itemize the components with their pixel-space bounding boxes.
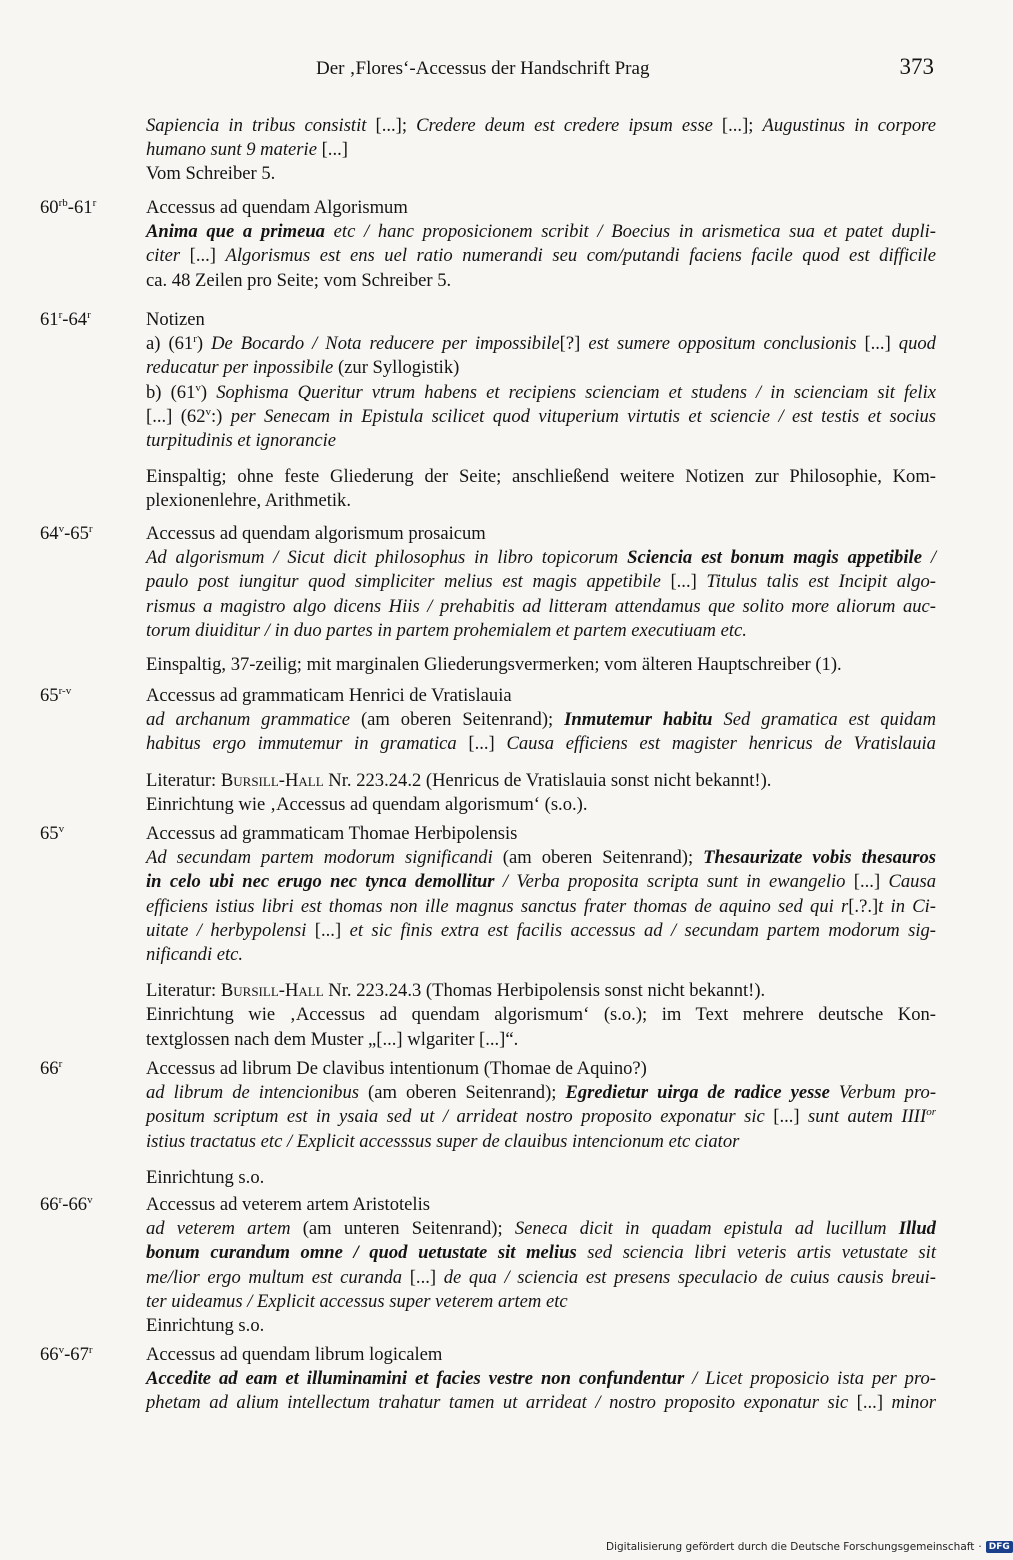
text-line: citer [...] Algorismus est ens uel ratio numerandi seu com/putandi faciens facile quod est difficile — [146, 245, 936, 267]
entry-thomae-herbipolensis — [0, 822, 1000, 1055]
text-line: Literatur: Bursill-Hall Nr. 223.24.2 (Henricus de Vratislauia sonst nicht bekannt!). — [146, 769, 772, 791]
entry-title: Accessus ad librum De clavibus intentionum (Thomae de Aquino?) — [146, 1058, 647, 1079]
text-line: in celo ubi nec erugo nec tynca demollitur / Verba proposita scripta sunt in ewangelio [...] Causa — [146, 871, 936, 893]
text-line: Sapiencia in tribus consistit [...]; Credere deum est credere ipsum esse [...]; Augustinus in corpore — [146, 115, 936, 136]
text-line: nificandi etc. — [146, 944, 244, 966]
text-line: Accedite ad eam et illuminamini et facies vestre non confundentur / Licet proposicio ista per pro- — [146, 1368, 936, 1390]
folio-reference: 64$^v$-65$^r$ — [40, 522, 93, 544]
entry-algorismum-prosaicum — [0, 522, 1000, 682]
folio-reference: 66$^r$ — [40, 1057, 63, 1079]
text-line: efficiens istius libri est thomas non ille magnus sanctus frater thomas de aquino sed qui r[.?.]t in Ci- — [146, 895, 936, 917]
text-line: Einrichtung wie ‚Accessus ad quendam algorismum‘ (s.o.); im Text mehrere deutsche Kon- — [146, 1004, 936, 1026]
page-number: 373 — [899, 54, 934, 79]
catalogue-content — [0, 114, 1000, 1419]
text-line: Einspaltig; ohne feste Gliederung der Seite; anschließend weitere Notizen zur Philosophie, Kom- — [146, 466, 936, 488]
text-line: Literatur: Bursill-Hall Nr. 223.24.3 (Thomas Herbipolensis sonst nicht bekannt!). — [146, 980, 766, 1002]
text-line: textglossen nach dem Muster „[...] wlgariter [...]“. — [146, 1028, 519, 1050]
text-line: ad archanum grammatice (am oberen Seitenrand); Inmutemur habitu Sed gramatica est quidam — [146, 709, 937, 731]
text-line: plexionenlehre, Arithmetik. — [146, 490, 351, 512]
footer-text: Digitalisierung gefördert durch die Deutsche Forschungsgemeinschaft — [606, 1541, 975, 1553]
entry-continuation — [0, 114, 1000, 194]
page-header — [146, 54, 934, 88]
entry-henrici — [0, 684, 1000, 820]
text-line: torum diuiditur / in duo partes in partem prohemialem et partem executiuam etc. — [146, 619, 747, 641]
text-line: [...] (62$^v$:) per Senecam in Epistula scilicet quod vituperium virtutis et sciencie / est testis et socius — [146, 405, 936, 427]
entry-veterem-artem — [0, 1193, 1000, 1341]
text-line: ad librum de intencionibus (am oberen Seitenrand); Egredietur uirga de radice yesse Verbum pro- — [146, 1082, 937, 1104]
text-line: ter uideamus / Explicit accessus super veterem artem etc — [146, 1290, 568, 1312]
text-line: habitus ergo immutemur in gramatica [...] Causa efficiens est magister henricus de Vratislauia — [146, 733, 936, 755]
folio-reference: 66$^r$-66$^v$ — [40, 1193, 93, 1215]
dfg-logo-icon: DFG — [986, 1541, 1013, 1553]
entry-de-clavibus — [0, 1057, 1000, 1191]
entry-title: Accessus ad quendam algorismum prosaicum — [146, 523, 486, 544]
folio-reference: 65$^{r-v}$ — [40, 684, 72, 706]
entry-librum-logicalem — [0, 1343, 1000, 1419]
text-line: a) (61$^r$) De Bocardo / Nota reducere per impossibile[?] est sumere oppositum conclusionis [...] quod — [146, 333, 936, 355]
text-line: Einspaltig, 37-zeilig; mit marginalen Gliederungsvermerken; vom älteren Hauptschreiber (1). — [146, 654, 842, 676]
text-line: Vom Schreiber 5. — [146, 163, 276, 185]
entry-title: Accessus ad veterem artem Aristotelis — [146, 1194, 430, 1215]
folio-reference: 61$^r$-64$^r$ — [40, 308, 91, 330]
text-line: turpitudinis et ignorancie — [146, 430, 337, 452]
entry-algorismum — [0, 196, 1000, 306]
text-line: ad veterem artem (am unteren Seitenrand); Seneca dicit in quadam epistula ad lucillum Illud — [146, 1218, 936, 1240]
entry-title: Accessus ad grammaticam Thomae Herbipolensis — [146, 823, 518, 844]
entry-notizen — [0, 308, 1000, 520]
entry-title: Notizen — [146, 309, 205, 330]
digitization-footer: Digitalisierung gefördert durch die Deutsche Forschungsgemeinschaft · DFG — [606, 1541, 1013, 1553]
text-line: paulo post iungitur quod simpliciter melius est magis appetibile [...] Titulus talis est Incipit algo- — [146, 571, 936, 593]
text-line: reducatur per inpossibile (zur Syllogistik) — [146, 357, 460, 379]
folio-reference: 66$^v$-67$^r$ — [40, 1343, 93, 1365]
text-line: phetam ad alium intellectum trahatur tamen ut arrideat / nostro proposito exponatur sic [...] minor — [146, 1392, 936, 1414]
text-line: Anima que a primeua etc / hanc proposicionem scribit / Boecius in arismetica sua et patet dupli- — [146, 221, 936, 243]
text-line: ca. 48 Zeilen pro Seite; vom Schreiber 5. — [146, 269, 452, 291]
entry-title: Accessus ad grammaticam Henrici de Vratislauia — [146, 685, 512, 706]
entry-title: Accessus ad quendam Algorismum — [146, 197, 408, 218]
text-line: rismus a magistro algo dicens Hiis / prehabitis ad litteram attendamus que solito more aliorum auc- — [146, 595, 936, 617]
text-line: b) (61$^v$) Sophisma Queritur vtrum habens et recipiens scienciam et studens / in scienciam sit felix — [146, 381, 937, 403]
entry-title: Accessus ad quendam librum logicalem — [146, 1344, 443, 1365]
text-line: Ad algorismum / Sicut dicit philosophus in libro topicorum Sciencia est bonum magis appetibile / — [146, 547, 937, 569]
text-line: Einrichtung s.o. — [146, 1166, 265, 1188]
running-head: Der ‚Flores‘-Accessus der Handschrift Prag — [316, 58, 650, 79]
folio-reference: $60^{rb}-61^r$ — [40, 196, 97, 218]
text-line: humano sunt 9 materie [...] — [146, 139, 348, 161]
text-line: Einrichtung wie ‚Accessus ad quendam algorismum‘ (s.o.). — [146, 793, 588, 815]
text-line: istius tractatus etc / Explicit accesssus super de clauibus intencionum etc ciator — [146, 1130, 740, 1152]
text-line: me/lior ergo multum est curanda [...] de qua / sciencia est presens speculacio de cuius causis breui- — [146, 1266, 936, 1288]
text-line: positum scriptum est in ysaia sed ut / arrideat nostro proposito exponatur sic [...] sunt autem $IIII^{or}$ — [146, 1106, 936, 1128]
text-line: Ad secundam partem modorum significandi (am oberen Seitenrand); Thesaurizate vobis thesauros — [146, 847, 936, 869]
text-line: bonum curandum omne / quod uetustate sit melius sed sciencia libri veteris artis vetustate sit — [146, 1242, 936, 1264]
text-line: Einrichtung s.o. — [146, 1315, 265, 1337]
text-line: uitate / herbypolensi [...] et sic finis extra est facilis accessus ad / secundam partem modorum sig- — [146, 919, 936, 941]
folio-reference: 65$^v$ — [40, 822, 65, 844]
